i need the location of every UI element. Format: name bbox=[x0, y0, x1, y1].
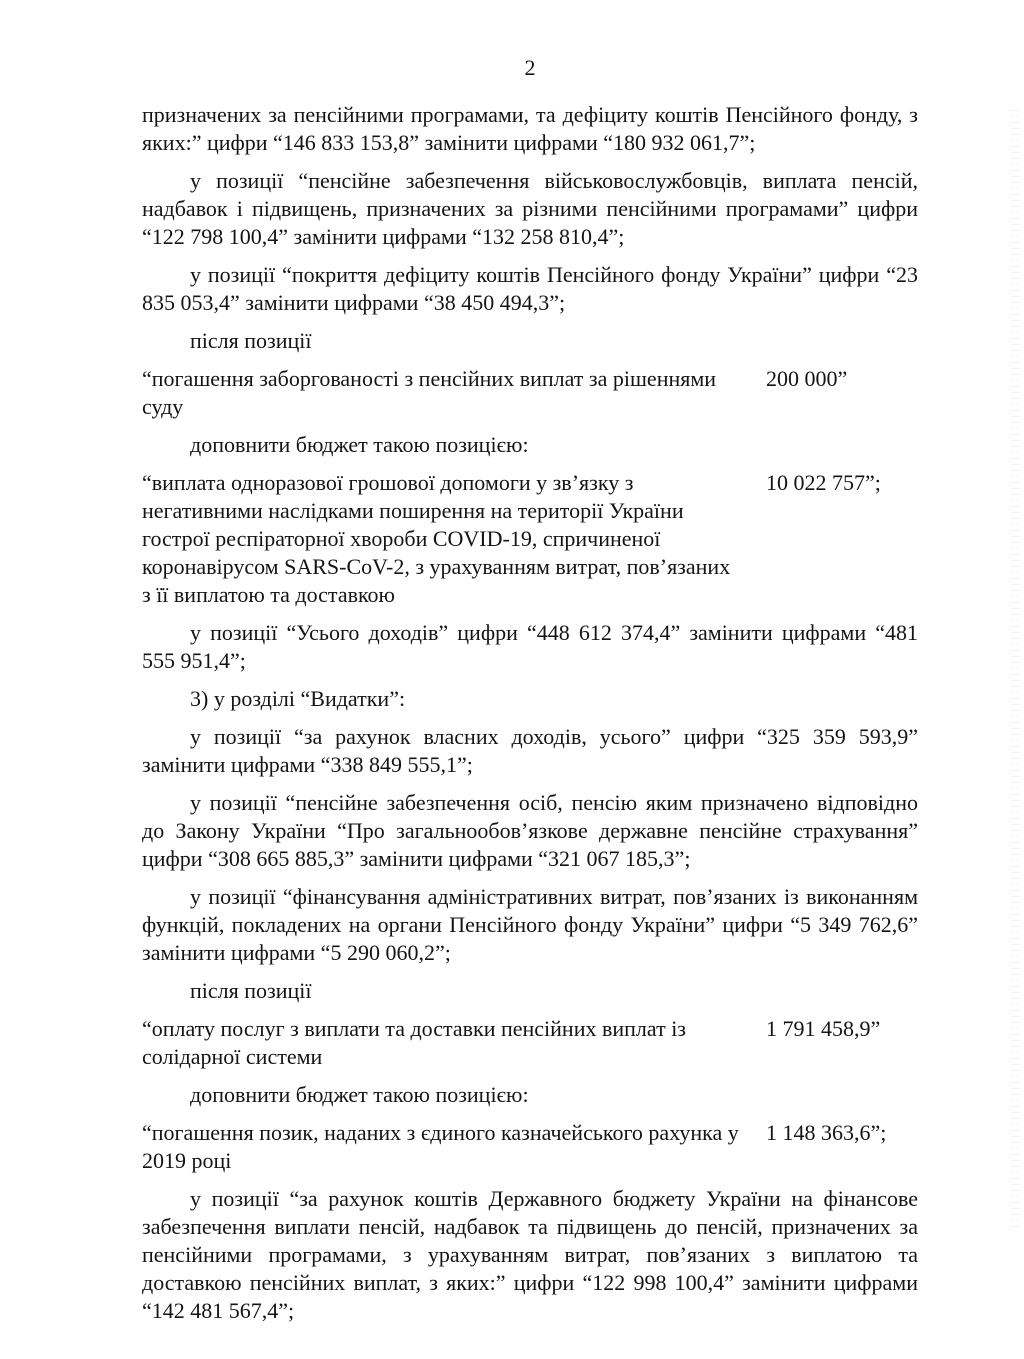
paragraph-state-budget-funds: у позиції “за рахунок коштів Державного бюджету України на фінансове забезпечення виплати пенсій, надбавок та підвищень до пенсій, призначених за пенсійними програмами, з урахуванням витрат, пов’язаних з виплатою та доставкою пенсійних виплат, з яких:” цифри “122 998 100,4” замінити цифрами “142 481 567,4”; bbox=[142, 1186, 918, 1323]
label-after-position: після позиції bbox=[190, 328, 312, 353]
label-add-position: доповнити бюджет такою позицією: bbox=[190, 432, 529, 457]
label-after-position: після позиції bbox=[190, 978, 312, 1003]
budget-item-value: 10 022 757”; bbox=[766, 470, 881, 495]
budget-item-delivery-services bbox=[142, 1015, 918, 1071]
budget-item-value: 1 791 458,9” bbox=[766, 1016, 881, 1041]
document-body bbox=[142, 101, 918, 1335]
budget-item-text: “погашення позик, наданих з єдиного казначейського рахунка у 2019 році bbox=[142, 1120, 739, 1173]
page-number: 2 bbox=[524, 55, 536, 80]
budget-item-text: “погашення заборгованості з пенсійних виплат за рішеннями суду bbox=[142, 366, 717, 419]
paragraph-continuation: призначених за пенсійними програмами, та дефіциту коштів Пенсійного фонду, з яких:” цифри “146 833 153,8” замінити цифрами “180 932 061,7”; bbox=[142, 102, 918, 155]
paragraph-admin-costs: у позиції “фінансування адміністративних витрат, пов’язаних із виконанням функцій, покладених на органи Пенсійного фонду України” цифри “5 349 762,6” замінити цифрами “5 290 060,2”; bbox=[142, 884, 918, 965]
budget-item-text: “оплату послуг з виплати та доставки пенсійних виплат із солідарної системи bbox=[142, 1016, 686, 1069]
budget-item-covid-aid bbox=[142, 469, 918, 609]
budget-item-court-debts bbox=[142, 365, 918, 421]
paragraph-own-income: у позиції “за рахунок власних доходів, усього” цифри “325 359 593,9” замінити цифрами “338 849 555,1”; bbox=[142, 724, 918, 777]
paragraph-military-pensions: у позиції “пенсійне забезпечення військовослужбовців, виплата пенсій, надбавок і підвищень, призначених за різними пенсійними програмами” цифри “122 798 100,4” замінити цифрами “132 258 810,4”; bbox=[142, 168, 918, 249]
budget-item-text: “виплата одноразової грошової допомоги у зв’язку з негативними наслідками поширення на території України гострої респіраторної хвороби COVID-19, спричиненої коронавірусом SARS-CoV-2, з урахуванням витрат, пов’язаних з її виплатою та доставкою bbox=[142, 470, 731, 607]
paragraph-total-income: у позиції “Усього доходів” цифри “448 612 374,4” замінити цифрами “481 555 951,4”; bbox=[142, 620, 918, 673]
section-expenses-heading: 3) у розділі “Видатки”: bbox=[190, 686, 406, 711]
budget-item-value: 1 148 363,6”; bbox=[766, 1120, 887, 1145]
label-add-position: доповнити бюджет такою позицією: bbox=[190, 1082, 529, 1107]
budget-item-loan-repayment bbox=[142, 1119, 918, 1175]
paragraph-mandatory-insurance: у позиції “пенсійне забезпечення осіб, пенсію яким призначено відповідно до Закону України “Про загальнообов’язкове державне пенсійне страхування” цифри “308 665 885,3” замінити цифрами “321 067 185,3”; bbox=[142, 790, 918, 871]
scan-edge-mark bbox=[1010, 110, 1020, 1230]
paragraph-deficit-coverage: у позиції “покриття дефіциту коштів Пенсійного фонду України” цифри “23 835 053,4” замінити цифрами “38 450 494,3”; bbox=[142, 262, 918, 315]
budget-item-value: 200 000” bbox=[766, 366, 848, 391]
